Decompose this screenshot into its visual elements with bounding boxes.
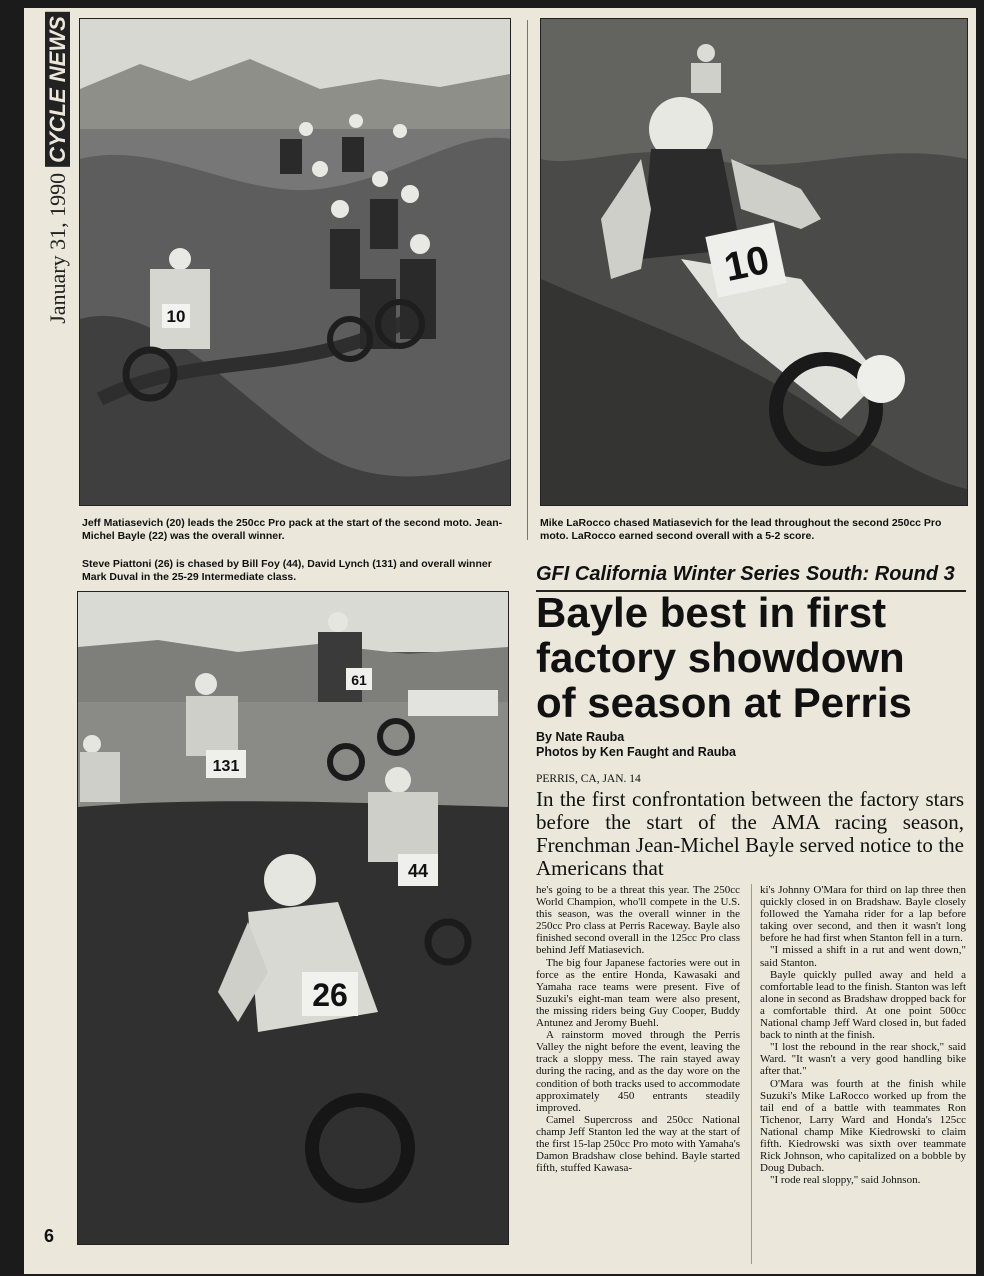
plate-number: 61 bbox=[351, 672, 367, 688]
headline: Bayle best in first factory showdown of season at Perris bbox=[536, 589, 912, 726]
paragraph: "I lost the rebound in the rear shock," said Ward. "It wasn't a very good handling bike after that." bbox=[760, 1041, 966, 1078]
byline: By Nate Rauba bbox=[536, 730, 625, 744]
plate-number: 10 bbox=[166, 307, 186, 326]
column-divider bbox=[751, 884, 752, 1264]
series-title: GFI California Winter Series South: Round 3 bbox=[536, 563, 955, 585]
byline-block bbox=[536, 730, 736, 760]
issue-date: January 31, 1990 bbox=[45, 172, 70, 324]
article-column-1 bbox=[536, 884, 740, 1174]
paragraph: Camel Supercross and 250cc National champ Jeff Stanton led the way at the start of the first 15-lap 250cc Pro moto with Yamaha's Damon Bradshaw close behind. Bayle started fifth, stuffed Kawasa- bbox=[536, 1113, 740, 1175]
dateline: PERRIS, CA, JAN. 14 bbox=[536, 773, 641, 785]
page-number: 6 bbox=[44, 1226, 55, 1246]
paragraph: A rainstorm moved through the Perris Valley the night before the event, leaving the track a sloppy mess. The rain stayed away during the racing, and as the day wore on the condition of both tracks used to accommodate approximately 450 entrants steadily improved. bbox=[536, 1029, 740, 1114]
caption-top-left: Jeff Matiasevich (20) leads the 250cc Pro pack at the start of the second moto. Jean-Michel Bayle (22) was the overall winner. bbox=[82, 517, 503, 542]
issue-sidebar bbox=[40, 16, 76, 324]
paragraph: Bayle quickly pulled away and held a comfortable lead to the finish. Stanton was left alone in second as Bradshaw dropped back for a comfortable third. At one point 500cc National champ Jeff Ward closed in, but faded back to ninth at the finish. bbox=[760, 968, 966, 1042]
publication-logo: CYCLE NEWS bbox=[45, 12, 70, 167]
magazine-page bbox=[24, 8, 976, 1274]
paragraph: he's going to be a threat this year. The 250cc World Champion, who'll compete in the U.S. this season, was the overall winner in the 250cc Pro class at Perris Raceway. Bayle also finished second overall in the 125cc Pro class behind Jeff Matiasevich. bbox=[536, 884, 740, 957]
article-column-2 bbox=[760, 884, 966, 1186]
plate-number: 26 bbox=[312, 977, 348, 1013]
photo-250cc-pro-pack bbox=[79, 18, 511, 506]
plate-number: 10 bbox=[720, 237, 774, 291]
paragraph: "I missed a shift in a rut and went down," said Stanton. bbox=[760, 944, 966, 969]
paragraph: "I rode real sloppy," said Johnson. bbox=[770, 1174, 921, 1187]
plate-number: 131 bbox=[212, 758, 240, 775]
lede-paragraph: In the first confrontation between the factory stars before the start of the AMA racing season, Frenchman Jean-Michel Bayle served notice to the Americans that bbox=[536, 787, 964, 880]
photo-intermediate-class bbox=[77, 591, 509, 1245]
paragraph: O'Mara was fourth at the finish while Suzuki's Mike LaRocco worked up from the tail end of a battle with teammates Ron Tichenor, Larry Ward and Honda's 125cc National champ Mike Kiedrowski to claim fifth. Kiedrowski was sixth over teammate Rick Johnson, who capitalized on a bobble by Doug Dubach. bbox=[760, 1077, 966, 1175]
paragraph: The big four Japanese factories were out in force as the entire Honda, Kawasaki and Yamaha race teams were present. Five of Suzuki's eight-man team were also present, the missing riders being Guy Cooper, Buddy Antunez and Jeromy Buehl. bbox=[536, 956, 740, 1030]
caption-top-right: Mike LaRocco chased Matiasevich for the lead throughout the second 250cc Pro moto. LaRocco earned second overall with a 5-2 score. bbox=[540, 517, 942, 542]
paragraph: ki's Johnny O'Mara for third on lap three then quickly closed in on Bradshaw. Bayle closely followed the Yamaha rider for a lap before taking over second, and then it wasn't long before he had first when Stanton fell in a turn. bbox=[760, 884, 966, 945]
caption-bottom-left: Steve Piattoni (26) is chased by Bill Foy (44), David Lynch (131) and overall winner Mark Duval in the 25-29 Intermediate class. bbox=[82, 558, 492, 583]
photo-larocco bbox=[540, 18, 968, 506]
column-divider bbox=[527, 20, 528, 540]
photo-credit: Photos by Ken Faught and Rauba bbox=[536, 745, 737, 759]
plate-number: 44 bbox=[407, 861, 429, 881]
